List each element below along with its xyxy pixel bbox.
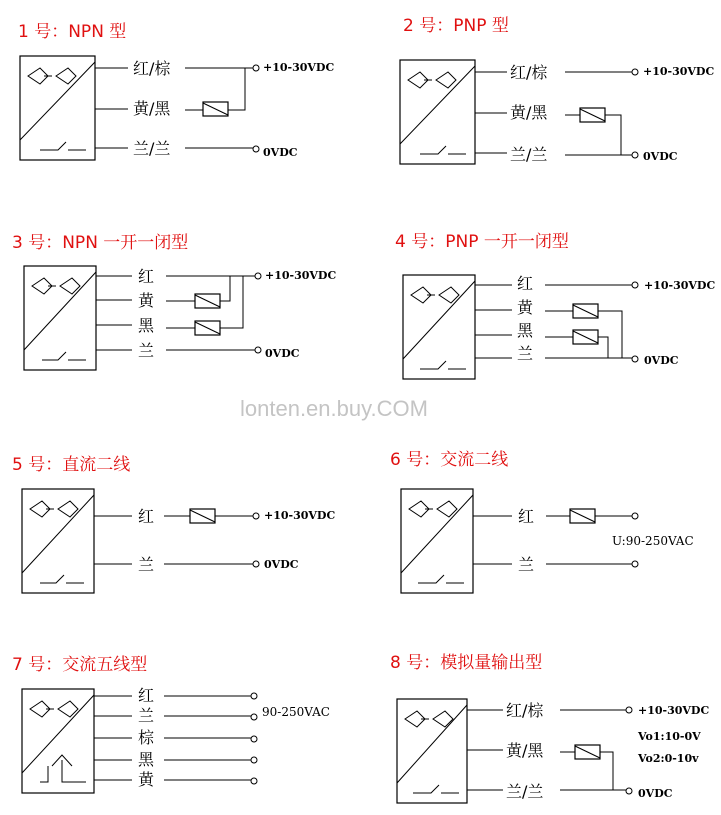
panel-6-ac-two-wire (390, 450, 694, 593)
wire-label: 红/棕 (133, 59, 171, 78)
terminal-icon (632, 69, 638, 75)
wire-label: 兰/兰 (133, 139, 171, 158)
panel-title: 3 号：NPN 一开一闭型 (12, 233, 189, 253)
wire-label: 黄 (517, 298, 534, 317)
wire-label: 黄/黑 (133, 99, 171, 118)
supply-label: +10-30VDC (644, 279, 716, 292)
wire-label: 兰/兰 (506, 782, 544, 801)
supply-label: +10-30VDC (264, 509, 336, 522)
sensor-body (403, 275, 475, 379)
panel-3-npn-no-nc (12, 233, 336, 370)
supply-label: +10-30VDC (638, 704, 710, 717)
panel-4-pnp-no-nc (395, 232, 715, 379)
terminal-icon (251, 757, 257, 763)
wire-label: 红/棕 (506, 701, 544, 720)
wire-label: 黄 (138, 291, 155, 310)
wire-label: 兰 (517, 344, 534, 363)
sensor-body (24, 266, 96, 370)
panel-7-ac-five-wire (12, 655, 330, 793)
wire-label: 兰/兰 (510, 145, 548, 164)
sensor-body (22, 689, 94, 793)
terminal-icon (253, 146, 259, 152)
wire-label: 红 (518, 507, 535, 526)
ground-label: 0VDC (644, 354, 679, 367)
terminal-icon (632, 152, 638, 158)
sensor-body (22, 489, 94, 593)
ground-label: 0VDC (265, 347, 300, 360)
sensor-body (400, 60, 475, 164)
wire-label: 黑 (138, 316, 155, 335)
panel-title: 5 号：直流二线 (12, 455, 131, 475)
terminal-icon (626, 707, 632, 713)
ground-label: 0VDC (643, 150, 678, 163)
output-note: Vo2:0-10v (638, 752, 699, 765)
wire-label: 红 (138, 686, 155, 705)
terminal-icon (253, 65, 259, 71)
terminal-icon (255, 273, 261, 279)
terminal-icon (253, 561, 259, 567)
supply-label: +10-30VDC (263, 61, 335, 74)
terminal-icon (632, 282, 638, 288)
wire-label: 兰 (138, 706, 155, 725)
output-note: Vo1:10-0V (638, 730, 701, 743)
terminal-icon (251, 778, 257, 784)
wire-label: 黄/黑 (510, 103, 548, 122)
wire-label: 红 (138, 507, 155, 526)
sensor-body (20, 56, 95, 160)
terminal-icon (632, 513, 638, 519)
wire-label: 兰 (138, 555, 155, 574)
terminal-icon (255, 347, 261, 353)
terminal-icon (632, 561, 638, 567)
supply-label: 90-250VAC (262, 705, 330, 719)
wire-label: 黑 (517, 321, 534, 340)
ground-label: 0VDC (264, 558, 299, 571)
wire-label: 黄 (138, 770, 155, 789)
wire-label: 红 (138, 267, 155, 286)
wire-label: 兰 (138, 341, 155, 360)
panel-title: 8 号：模拟量输出型 (390, 653, 543, 673)
panel-1-npn (18, 22, 334, 160)
panel-8-analog-output (390, 653, 709, 803)
terminal-icon (632, 356, 638, 362)
watermark: lonten.en.buy.COM (240, 396, 428, 421)
panel-2-pnp (400, 16, 714, 164)
terminal-icon (251, 714, 257, 720)
ground-label: 0VDC (638, 787, 673, 800)
ground-label: 0VDC (263, 146, 298, 159)
panel-title: 4 号：PNP 一开一闭型 (395, 232, 569, 252)
supply-label: +10-30VDC (265, 269, 337, 282)
wire-label: 黑 (138, 750, 155, 769)
wire-label: 红/棕 (510, 63, 548, 82)
terminal-icon (251, 736, 257, 742)
terminal-icon (253, 513, 259, 519)
sensor-body (397, 699, 467, 803)
panel-5-dc-two-wire (12, 455, 335, 593)
wire-label: 红 (517, 274, 534, 293)
sensor-body (401, 489, 473, 593)
panel-title: 7 号：交流五线型 (12, 655, 148, 675)
supply-label: U:90-250VAC (612, 534, 694, 548)
terminal-icon (626, 788, 632, 794)
panel-title: 6 号：交流二线 (390, 450, 509, 470)
wire-label: 黄/黑 (506, 741, 544, 760)
terminal-icon (251, 693, 257, 699)
wire-label: 兰 (518, 555, 535, 574)
panel-title: 1 号：NPN 型 (18, 22, 127, 42)
panel-title: 2 号：PNP 型 (403, 16, 509, 36)
wire-label: 棕 (138, 728, 155, 747)
supply-label: +10-30VDC (643, 65, 715, 78)
